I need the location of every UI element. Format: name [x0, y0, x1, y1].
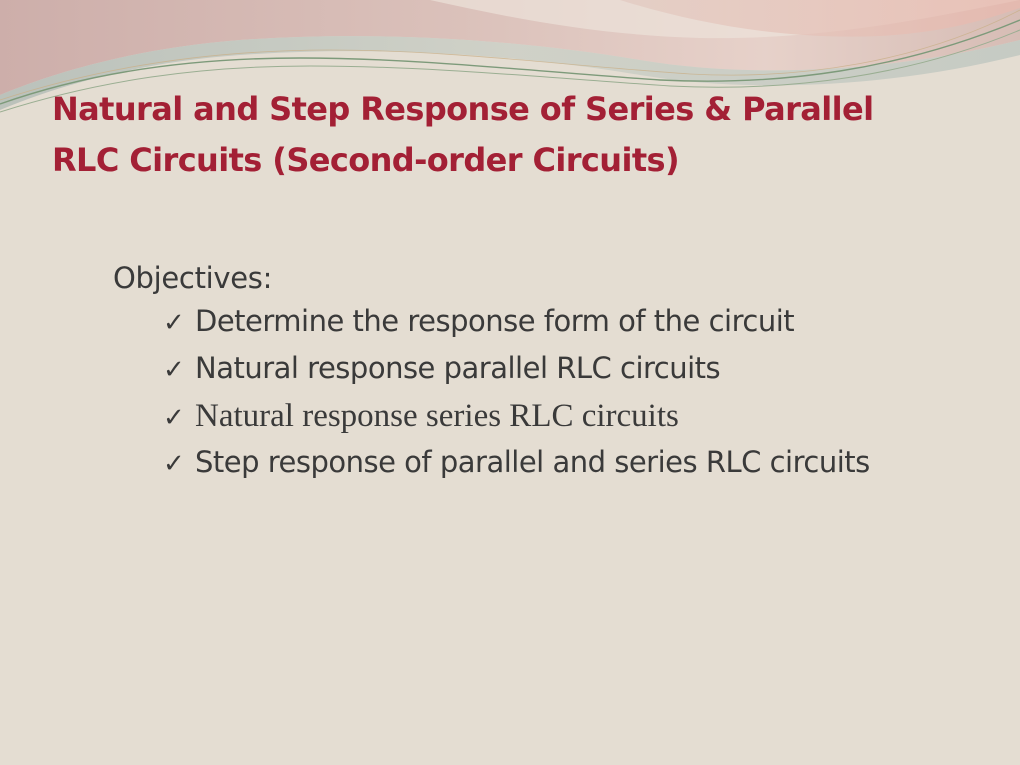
slide-title-line-1: Natural and Step Response of Series & Parallel — [52, 90, 874, 128]
objective-item — [163, 351, 870, 398]
checkmark-icon: ✓ — [163, 308, 185, 338]
objective-text: Natural response parallel RLC circuits — [195, 351, 721, 385]
objective-text: Determine the response form of the circuit — [195, 304, 795, 338]
slide-title — [52, 84, 992, 186]
objective-text: Natural response series RLC circuits — [195, 398, 679, 434]
objective-item — [163, 445, 870, 492]
objectives-heading: Objectives: — [113, 261, 273, 295]
checkmark-icon: ✓ — [163, 403, 185, 433]
objective-text: Step response of parallel and series RLC circuits — [195, 445, 870, 479]
checkmark-icon: ✓ — [163, 355, 185, 385]
slide-title-line-2: RLC Circuits (Second-order Circuits) — [52, 141, 680, 179]
objective-item — [163, 304, 870, 351]
checkmark-icon: ✓ — [163, 449, 185, 479]
objectives-list — [163, 304, 870, 492]
objective-item — [163, 398, 870, 445]
